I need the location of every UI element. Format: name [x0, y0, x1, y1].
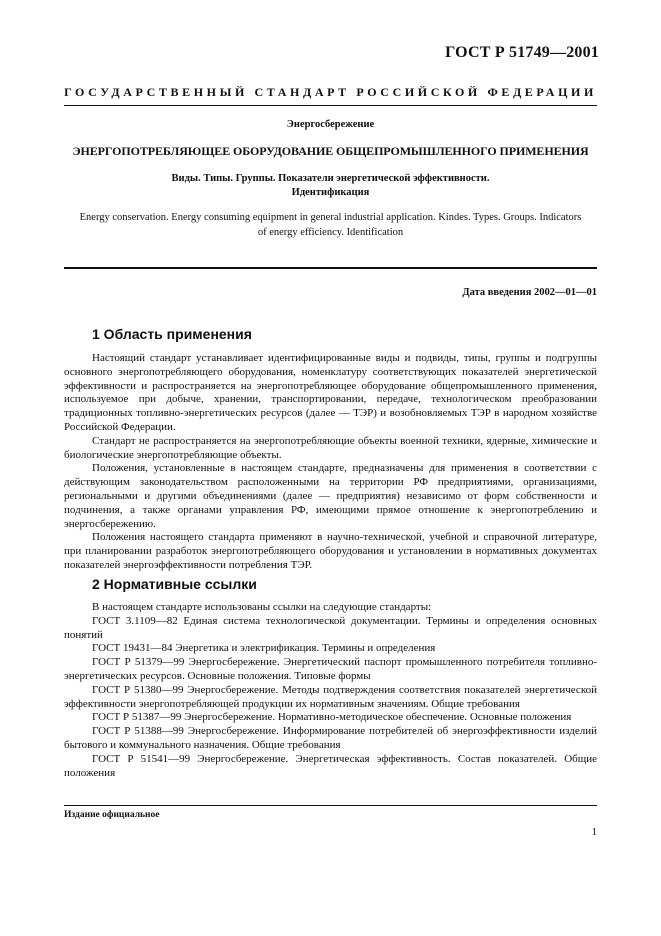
reference-item: ГОСТ Р 51388—99 Энергосбережение. Информирование потребителей об энергоэффективности изделий бытового и коммунального назначения. Общие требования: [64, 725, 597, 751]
paragraph: Стандарт не распространяется на энергопотребляющие объекты военной техники, ядерные, химические и биологические энергопотребляющие объекты.: [64, 434, 597, 461]
gost-code: ГОСТ Р 51749—2001: [445, 44, 599, 61]
paragraph: Положения, установленные в настоящем стандарте, предназначены для применения в соответствии с действующим законодательством расположенными на территории РФ предприятиями, организациями, региональными и другими объединениями (далее — предприятия) независимо от форм собственности и подчинения, а также органами управления РФ, имеющими прямое отношение к энергопотреблению и энергосбережению.: [64, 462, 597, 530]
footer-rule: [64, 805, 597, 806]
title-rule: [64, 267, 597, 269]
reference-item: ГОСТ Р 51379—99 Энергосбережение. Энергетический паспорт промышленного потребителя топливно-энергетических ресурсов. Основные положения. Типовые формы: [64, 656, 597, 682]
reference-item: ГОСТ Р 51380—99 Энергосбережение. Методы подтверждения соответствия показателей энергетической эффективности энергопотребляющей продукции их нормативным значениям. Общие требования: [64, 683, 597, 710]
reference-item: ГОСТ Р 51387—99 Энергосбережение. Нормативно-методическое обеспечение. Основные положения: [92, 711, 572, 724]
introduction-date: Дата введения 2002—01—01: [462, 287, 597, 298]
reference-item: ГОСТ 19431—84 Энергетика и электрификация. Термины и определения: [92, 642, 436, 655]
header-rule: [64, 105, 597, 106]
main-title: ЭНЕРГОПОТРЕБЛЯЮЩЕЕ ОБОРУДОВАНИЕ ОБЩЕПРОМЫШЛЕННОГО ПРИМЕНЕНИЯ: [72, 144, 589, 158]
paragraph: В настоящем стандарте использованы ссылки на следующие стандарты:: [92, 601, 432, 613]
subject-line: Энергосбережение: [286, 119, 375, 130]
subtitle-line-1: Виды. Типы. Группы. Показатели энергетической эффективности.: [171, 173, 490, 184]
paragraph: Настоящий стандарт устанавливает идентифицированные виды и подвиды, типы, группы и подгруппы основного энергопотребляющего оборудования, номенклатуру соответствующих показателей энергетической эффективности и распространяется на энергопотребляющее оборудование общепромышленного применения, используемое при добыче, хранении, транспортировании, передаче, технологическом преобразовании традиционных топливно-энергетических ресурсов (далее — ТЭР) и возобновляемых ТЭР в народном хозяйстве Российской Федерации.: [64, 352, 597, 433]
reference-item: ГОСТ Р 51541—99 Энергосбережение. Энергетическая эффективность. Состав показателей. Общие положения: [64, 752, 597, 779]
english-title: Energy conservation. Energy consuming equipment in general industrial application. Kindes. Types. Groups. Indicators of energy efficiency. Identification: [79, 212, 582, 238]
state-standard-heading: ГОСУДАРСТВЕННЫЙ СТАНДАРТ РОССИЙСКОЙ ФЕДЕРАЦИИ: [64, 85, 597, 99]
section-1-heading: 1 Область применения: [92, 326, 252, 342]
reference-item: ГОСТ 3.1109—82 Единая система технологической документации. Термины и определения основных понятий: [64, 614, 597, 641]
section-2-body: [64, 601, 597, 780]
subtitle-line-2: Идентификация: [291, 187, 370, 198]
page-number: 1: [591, 826, 597, 838]
edition-note: Издание официальное: [64, 810, 160, 820]
paragraph: Положения настоящего стандарта применяют в научно-технической, учебной и справочной литературе, при планировании разработок энергопотребляющего оборудования и установлении в нормативных документах показателей энергоэффективности потребления ТЭР.: [64, 531, 597, 571]
section-2-heading: 2 Нормативные ссылки: [92, 576, 257, 592]
subtitle: [64, 172, 597, 200]
section-1-body: [64, 352, 597, 573]
